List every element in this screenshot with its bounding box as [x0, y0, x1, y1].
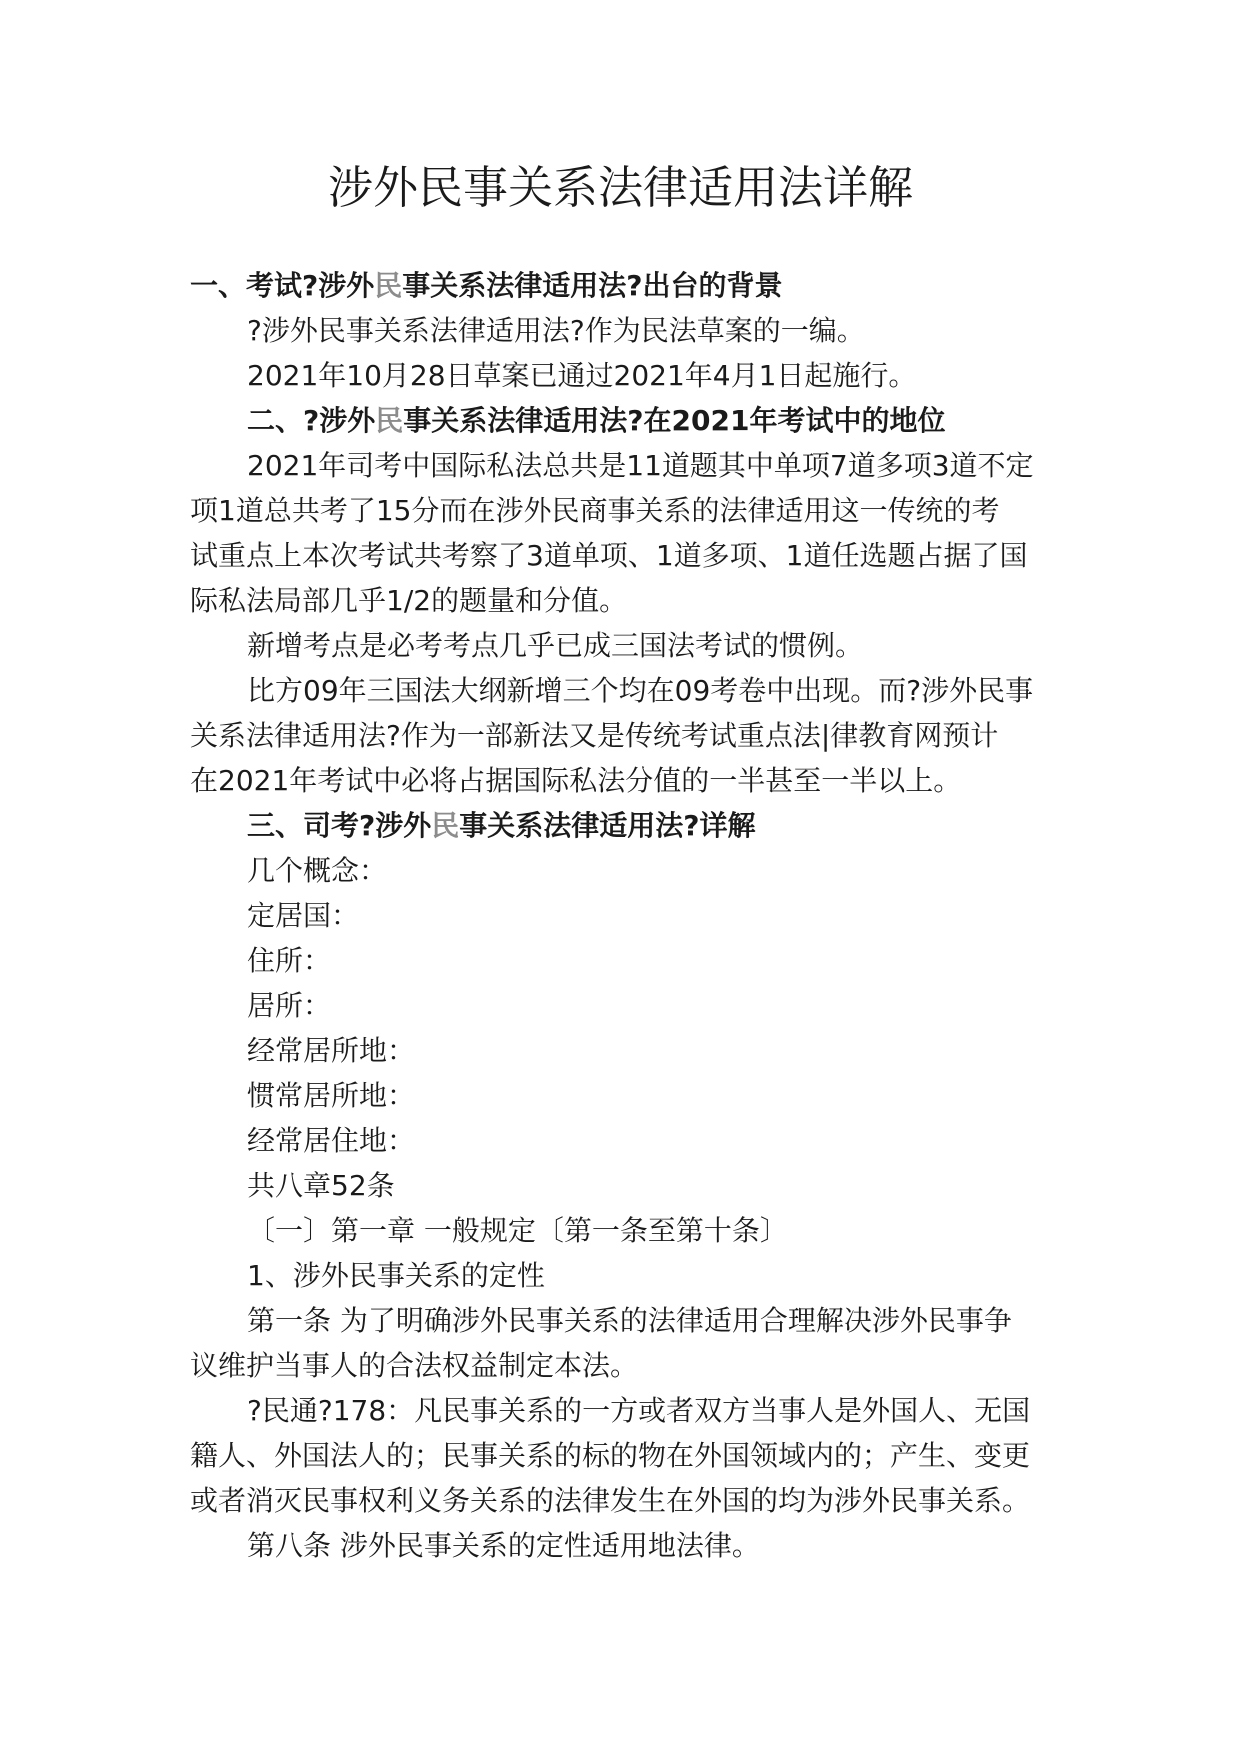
total-chapters: 共八章52条 — [247, 1169, 395, 1202]
concept-item: 住所： — [247, 944, 332, 977]
mintong-line-1: ?民通?178：凡民事关系的一方或者双方当事人是外国人、无国 — [247, 1394, 1031, 1427]
heading-3 — [247, 806, 1127, 846]
heading-3-part-a: 三、司考?涉外 — [247, 809, 432, 842]
section-heading: 1、涉外民事关系的定性 — [247, 1259, 545, 1292]
mintong-line-3: 或者消灭民事权利义务关系的法律发生在外国的均为涉外民事关系。 — [190, 1484, 1031, 1517]
heading-1-part-b: 民 — [374, 269, 403, 302]
article-8: 第八条 涉外民事关系的定性适用地法律。 — [247, 1529, 760, 1562]
paragraph-1: ?涉外民事关系法律适用法?作为民法草案的一编。 — [247, 314, 865, 347]
concept-item: 居所： — [247, 989, 332, 1022]
heading-2-part-b: 民 — [375, 404, 404, 437]
paragraph-5-line-1: 比方09年三国法大纲新增三个均在09考卷中出现。而?涉外民事 — [247, 674, 1034, 707]
paragraph-2: 2021年10月28日草案已通过2021年4月1日起施行。 — [247, 359, 917, 392]
heading-2-part-a: 二、?涉外 — [247, 404, 376, 437]
concept-item: 经常居住地： — [247, 1124, 416, 1157]
paragraph-3-line-1: 2021年司考中国际私法总共是11道题其中单项7道多项3道不定 — [247, 449, 1034, 482]
paragraph-3-line-4: 际私法局部几乎1/2的题量和分值。 — [190, 584, 628, 617]
document-title: 涉外民事关系法律适用法详解 — [327, 161, 913, 214]
article-1-line-1: 第一条 为了明确涉外民事关系的法律适用合理解决涉外民事争 — [247, 1304, 1012, 1337]
concept-item: 经常居所地： — [247, 1034, 416, 1067]
concept-item: 几个概念： — [247, 854, 388, 887]
concept-item: 惯常居所地： — [247, 1079, 416, 1112]
chapter-heading: 〔一〕第一章 一般规定〔第一条至第十条〕 — [247, 1214, 788, 1247]
heading-1 — [190, 266, 1070, 306]
heading-2-part-c: 事关系法律适用法?在2021年考试中的地位 — [403, 404, 946, 437]
heading-1-part-c: 事关系法律适用法?出台的背景 — [402, 269, 783, 302]
heading-1-part-a: 一、考试?涉外 — [190, 269, 375, 302]
paragraph-3-line-3: 试重点上本次考试共考察了3道单项、1道多项、1道任选题占据了国 — [190, 539, 1028, 572]
heading-2 — [247, 401, 1127, 441]
mintong-line-2: 籍人、外国法人的；民事关系的标的物在外国领域内的；产生、变更 — [190, 1439, 1031, 1472]
paragraph-5-line-2: 关系法律适用法?作为一部新法又是传统考试重点法|律教育网预计 — [190, 719, 999, 752]
heading-3-part-b: 民 — [431, 809, 460, 842]
paragraph-4: 新增考点是必考考点几乎已成三国法考试的惯例。 — [247, 629, 864, 662]
concept-item: 定居国： — [247, 899, 360, 932]
article-1-line-2: 议维护当事人的合法权益制定本法。 — [190, 1349, 639, 1382]
paragraph-5-line-3: 在2021年考试中必将占据国际私法分值的一半甚至一半以上。 — [190, 764, 962, 797]
paragraph-3-line-2: 项1道总共考了15分而在涉外民商事关系的法律适用这一传统的考 — [190, 494, 1000, 527]
heading-3-part-c: 事关系法律适用法?详解 — [459, 809, 756, 842]
